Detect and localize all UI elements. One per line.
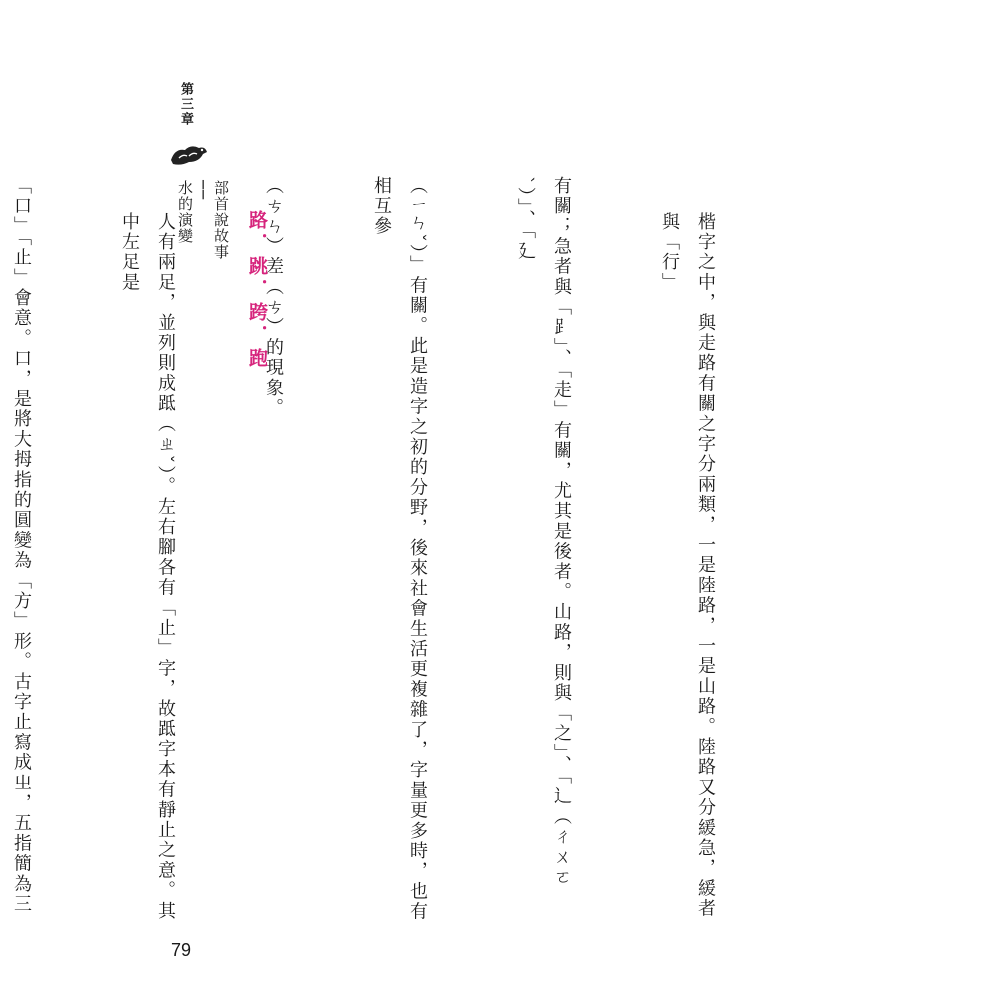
text-line: 有關；急者與「⻊」、「走」有關，尤其是後者。山路，則與「之」、「辶（ㄔㄨㄛˋ）」、「廴 <box>515 176 572 888</box>
section-title-main: 部首說故事 <box>212 180 230 260</box>
section-title-suffix: 水的演變 <box>176 180 194 244</box>
bird-ornament-icon <box>169 140 209 168</box>
section-heading: 路．跳．跨．跑 <box>246 210 268 371</box>
text-line: （ㄧㄣˇ）」有關。此是造字之初的分野，後來社會生活更複雜了，字量更多時，也有相互參 <box>371 176 428 922</box>
page-number: 79 <box>171 940 192 960</box>
section-dash: ── <box>194 180 212 201</box>
text-line: （ㄘㄣ）差（ㄘ）的現象。 <box>263 176 284 419</box>
main-text <box>0 176 795 936</box>
text-line: 楷字之中，與走路有關之字分兩類，一是陸路，一是山路。陸路又分緩急，緩者與「行」 <box>659 212 716 919</box>
chapter-label: 第三章 <box>178 82 193 127</box>
text-line: 人有兩足，並列則成䟡（ㄓˇ）。左右腳各有「止」字，故䟡字本有靜止之意。其中左足是 <box>119 212 176 922</box>
text-line: 「口」「止」會意。口，是將大拇指的圓變為「方」形。古字止寫成㞢，五指簡為三 <box>11 176 32 915</box>
